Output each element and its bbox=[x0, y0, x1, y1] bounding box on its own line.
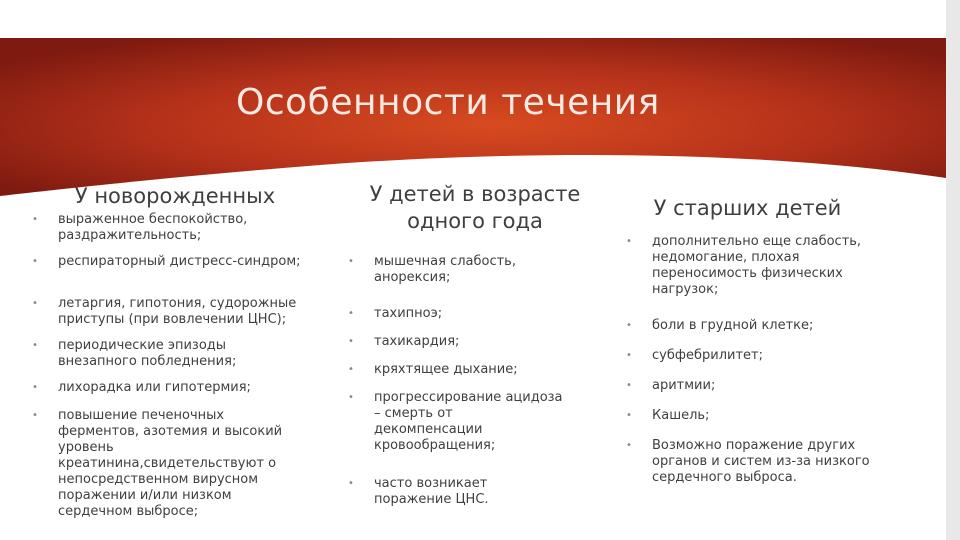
list-item bbox=[348, 362, 563, 380]
list-item-text: тахипноэ; bbox=[374, 306, 443, 321]
list-item bbox=[626, 378, 876, 396]
bullet-icon: • bbox=[32, 298, 38, 309]
list-item-text: мышечная слабость, анорексия; bbox=[374, 254, 516, 285]
bullet-icon: • bbox=[626, 410, 632, 421]
bullet-icon: • bbox=[348, 336, 354, 347]
right-edge-bar bbox=[946, 0, 960, 540]
list-item bbox=[626, 318, 876, 336]
bullet-icon: • bbox=[32, 382, 38, 393]
bullet-icon: • bbox=[626, 320, 632, 331]
list-item-text: прогрессирование ацидоза – смерть от декомпенсации кровообращения; bbox=[374, 390, 563, 453]
bullet-icon: • bbox=[626, 380, 632, 391]
list-item bbox=[626, 348, 876, 366]
list-item-text: Возможно поражение других органов и систем из-за низкого сердечного выброса. bbox=[652, 438, 870, 485]
bullet-icon: • bbox=[32, 256, 38, 267]
list-one-year bbox=[348, 254, 563, 508]
bullet-icon: • bbox=[348, 364, 354, 375]
list-item-text: выраженное беспокойство, раздражительность; bbox=[58, 212, 248, 243]
list-item-text: тахикардия; bbox=[374, 334, 460, 349]
slide-title: Особенности течения bbox=[236, 82, 660, 123]
list-item bbox=[626, 234, 876, 306]
list-item bbox=[626, 408, 876, 426]
list-item-text: периодические эпизоды внезапного побледнения; bbox=[58, 338, 237, 369]
bullet-icon: • bbox=[32, 410, 38, 421]
list-item bbox=[32, 254, 302, 292]
column-heading-one-year: У детей в возрасте одного года bbox=[369, 182, 581, 233]
list-item-text: боли в грудной клетке; bbox=[652, 318, 814, 333]
list-older-children bbox=[626, 234, 876, 486]
list-item-text: аритмии; bbox=[652, 378, 716, 393]
bullet-icon: • bbox=[348, 478, 354, 489]
list-item bbox=[348, 390, 563, 462]
list-item bbox=[32, 338, 302, 376]
list-item-text: субфебрилитет; bbox=[652, 348, 763, 363]
list-newborns bbox=[32, 212, 302, 520]
list-item bbox=[32, 408, 302, 520]
list-item bbox=[32, 212, 302, 250]
bullet-icon: • bbox=[348, 308, 354, 319]
bullet-icon: • bbox=[626, 440, 632, 451]
list-item bbox=[626, 438, 876, 486]
list-item bbox=[32, 296, 302, 334]
list-item-text: летаргия, гипотония, судорожные приступы (при вовлечении ЦНС); bbox=[58, 296, 297, 327]
bullet-icon: • bbox=[32, 214, 38, 225]
bullet-icon: • bbox=[32, 340, 38, 351]
bullet-icon: • bbox=[626, 236, 632, 247]
list-item-text: Кашель; bbox=[652, 408, 710, 423]
list-item-text: повышение печеночных ферментов, азотемия и высокий уровень креатинина,свидетельствуют о непосредственном вирусном поражении и/или низком сердечном выбросе; bbox=[58, 408, 283, 519]
list-item-text: лихорадка или гипотермия; bbox=[58, 380, 251, 395]
bullet-icon: • bbox=[348, 392, 354, 403]
list-item bbox=[348, 334, 563, 352]
bullet-icon: • bbox=[348, 256, 354, 267]
list-item-text: респираторный дистресс-синдром; bbox=[58, 254, 301, 269]
list-item-text: дополнительно еще слабость, недомогание, плохая переносимость физических нагрузок; bbox=[652, 234, 862, 297]
list-item bbox=[32, 380, 302, 402]
list-item bbox=[348, 306, 563, 324]
list-item bbox=[348, 254, 563, 290]
column-heading-newborns: У новорожденных bbox=[74, 184, 276, 208]
list-item-text: кряхтящее дыхание; bbox=[374, 362, 518, 377]
list-item bbox=[348, 476, 563, 508]
column-heading-older-children: У старших детей bbox=[653, 196, 842, 220]
bullet-icon: • bbox=[626, 350, 632, 361]
list-item-text: часто возникает поражение ЦНС. bbox=[374, 476, 489, 507]
